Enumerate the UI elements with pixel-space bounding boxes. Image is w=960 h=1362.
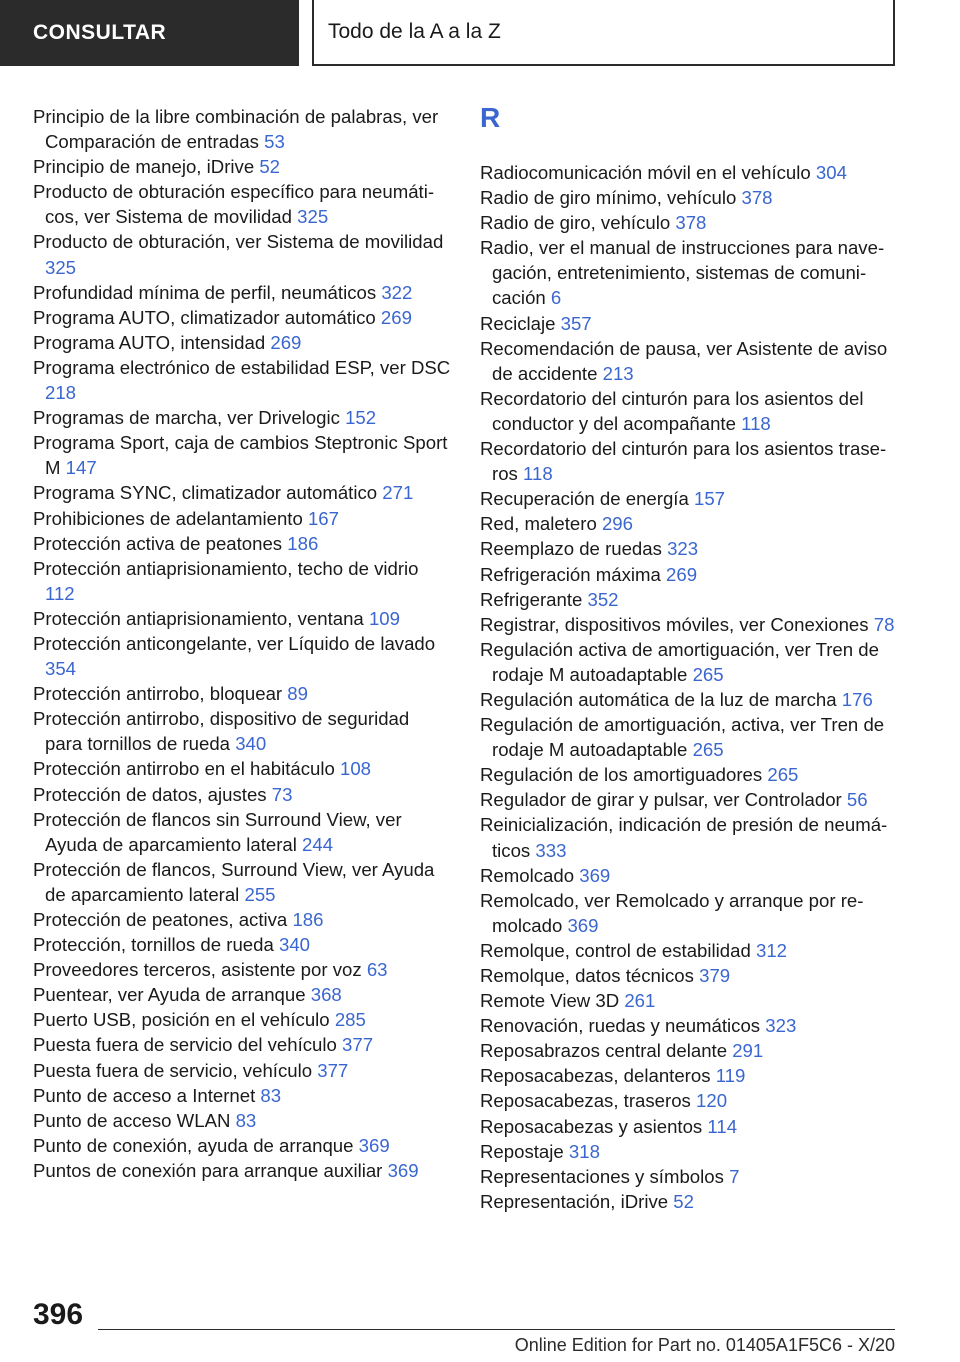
index-entry [33,154,451,179]
page-reference-link[interactable]: 322 [381,281,413,303]
page-reference-link[interactable]: 357 [560,312,592,334]
index-entry-text: Protección, tornillos de rueda [33,934,274,956]
index-entry-text: Reinicialización, indicación de presión de neumáticos [480,814,888,861]
index-entry-text: Principio de la libre combinación de palabras, ver Comparación de entradas [33,106,439,153]
index-entry-text: Protección antiaprisionamiento, ventana [33,607,364,629]
index-entry-text: Protección de datos, ajustes [33,783,267,805]
page-reference-link[interactable]: 261 [624,990,656,1012]
index-entry-text: Reposacabezas y asientos [480,1115,703,1137]
index-entry-text: Proveedores terceros, asistente por voz [33,959,362,981]
index-entry-text: Producto de obturación específico para neumáticos, ver Sistema de movilidad [33,181,435,228]
index-entry [33,430,451,480]
index-entry-text: Renovación, ruedas y neumáticos [480,1015,761,1037]
index-entry [480,888,898,938]
page-reference-link[interactable]: 52 [673,1190,694,1212]
page-reference-link[interactable]: 108 [340,758,372,780]
index-entry [33,1083,451,1108]
index-entry [480,812,898,862]
index-column-left [33,104,451,1183]
page-reference-link[interactable]: 369 [387,1159,419,1181]
page-reference-link[interactable]: 176 [841,688,873,710]
index-entry [480,1139,898,1164]
index-entry [33,1108,451,1133]
index-entry [480,963,898,988]
index-entry [480,1013,898,1038]
page-reference-link[interactable]: 378 [675,212,707,234]
page-reference-link[interactable]: 265 [692,663,724,685]
index-entry-text: Protección activa de peatones [33,532,283,554]
index-entry [33,756,451,781]
index-entry-text: Punto de acceso a Internet [33,1084,256,1106]
index-entry [33,907,451,932]
section-letter: R [480,102,501,133]
index-entry-text: Regulación automática de la luz de marcha [480,688,837,710]
index-entry [33,1133,451,1158]
index-entry-text: Radio de giro, vehículo [480,212,671,234]
index-entry [480,1189,898,1214]
index-entry [33,280,451,305]
index-entry [480,612,898,637]
index-entry [33,807,451,857]
page-reference-link[interactable]: 218 [45,382,77,404]
section-tab[interactable]: CONSULTAR [0,0,299,66]
index-entry [480,637,898,687]
page-reference-link[interactable]: 269 [270,331,302,353]
index-entry-text: Refrigeración máxima [480,563,661,585]
index-entry-text: Remolcado [480,864,575,886]
page-reference-link[interactable]: 109 [368,607,400,629]
index-entry [480,938,898,963]
index-entry [33,932,451,957]
index-entry-text: Reposacabezas, traseros [480,1090,691,1112]
index-entry-text: Punto de acceso WLAN [33,1109,231,1131]
index-column-right [480,104,898,1214]
index-entry-text: Puerto USB, posición en el vehículo [33,1009,330,1031]
index-entry [480,787,898,812]
index-entry-text: Refrigerante [480,588,583,610]
page-reference-link[interactable]: 377 [317,1059,349,1081]
index-entry [33,706,451,756]
index-entry [480,562,898,587]
page-reference-link[interactable]: 325 [297,206,329,228]
index-entry-text: Recuperación de energía [480,488,689,510]
index-entry [480,511,898,536]
index-entry [33,1032,451,1057]
index-entry-text: Prohibiciones de adelantamiento [33,507,303,529]
index-entry [33,405,451,430]
index-entry-text: Registrar, dispositivos móviles, ver Conexiones [480,613,869,635]
index-entry [33,982,451,1007]
index-entry [33,305,451,330]
index-entry [480,536,898,561]
page-reference-link[interactable]: 119 [715,1065,746,1087]
index-entry [33,355,451,405]
page-reference-link[interactable]: 369 [567,914,599,936]
index-entry-text: Protección anticongelante, ver Líquido de lavado [33,632,436,654]
index-entry [33,631,451,681]
page-reference-link[interactable]: 304 [815,162,847,183]
index-entry-text: Programas de marcha, ver Drivelogic [33,407,340,429]
index-entry-text: Regulación activa de amortiguación, ver Tren de rodaje M autoadaptable [480,638,879,685]
page-reference-link[interactable]: 354 [45,658,77,680]
page-reference-link[interactable]: 255 [244,883,276,905]
index-entry-text: Reposabrazos central delante [480,1040,728,1062]
page-reference-link[interactable]: 118 [523,463,553,485]
index-entry [480,712,898,762]
index-entry-text: Reposacabezas, delanteros [480,1065,711,1087]
index-entry-text: Protección de flancos sin Surround View, ver Ayuda de aparcamiento lateral [33,808,402,855]
index-entry [33,681,451,706]
index-entry-text: Puesta fuera de servicio del vehículo [33,1034,337,1056]
page-reference-link[interactable]: 7 [729,1165,740,1187]
page-reference-link[interactable]: 53 [264,131,285,153]
index-entry-text: Programa AUTO, climatizador automático [33,306,376,328]
index-entry [33,1058,451,1083]
page-reference-link[interactable]: 213 [602,362,634,384]
index-entry-text: Producto de obturación, ver Sistema de movilidad [33,231,444,253]
index-entry [33,782,451,807]
page-header [0,0,960,66]
index-entry [480,587,898,612]
page-reference-link[interactable]: 368 [310,984,342,1006]
page-reference-link[interactable]: 265 [692,739,724,761]
index-entry [480,762,898,787]
page-reference-link[interactable]: 118 [741,412,771,434]
index-entry [33,480,451,505]
index-entry-text: Programa AUTO, intensidad [33,331,266,353]
index-entry-text: Remote View 3D [480,990,620,1012]
index-entry-text: Reemplazo de ruedas [480,538,662,560]
index-entry [480,1063,898,1088]
index-entry-text: Protección antirrobo, bloquear [33,683,283,705]
page-reference-link[interactable]: 147 [65,457,97,479]
index-entry-text: Remolque, control de estabilidad [480,939,751,961]
page-reference-link[interactable]: 291 [732,1040,764,1062]
index-entry-text: Remolcado, ver Remolcado y arranque por remolcado [480,889,864,936]
index-entry-text: Representación, iDrive [480,1190,669,1212]
index-entry-text: Radiocomunicación móvil en el vehículo [480,162,811,183]
index-entry-text: Regulación de los amortiguadores [480,764,763,786]
index-entry-text: Programa Sport, caja de cambios Steptronic Sport M [33,432,448,479]
page-reference-link[interactable]: 377 [342,1034,374,1056]
index-entry-text: Regulación de amortiguación, activa, ver Tren de rodaje M autoadaptable [480,714,885,761]
page-reference-link[interactable]: 56 [846,789,868,811]
index-entry-text: Radio de giro mínimo, vehículo [480,187,737,209]
index-entry [33,957,451,982]
page-reference-link[interactable]: 114 [707,1115,738,1137]
page-reference-link[interactable]: 269 [380,306,412,328]
index-entry-text: Reciclaje [480,312,556,334]
index-entry [480,160,898,185]
chapter-title: Todo de la A a la Z [312,0,895,66]
page-reference-link[interactable]: 323 [667,538,699,560]
index-entry-text: Programa SYNC, climatizador automático [33,482,378,504]
index-entry [480,436,898,486]
index-list-right [480,160,898,1214]
index-entry [480,1088,898,1113]
footer-divider [98,1329,895,1330]
page-number: 396 [33,1298,84,1331]
index-entry-text: Puesta fuera de servicio, vehículo [33,1059,313,1081]
index-entry [33,531,451,556]
page-reference-link[interactable]: 52 [259,156,281,178]
index-entry-text: Programa electrónico de estabilidad ESP, ver DSC [33,356,451,378]
index-entry [480,1114,898,1139]
page-reference-link[interactable]: 157 [693,488,726,510]
page-reference-link[interactable]: 120 [696,1090,728,1112]
page-reference-link[interactable]: 340 [235,733,267,755]
index-entry [33,556,451,606]
index-entry [480,687,898,712]
index-entry [480,235,898,310]
index-entry [480,185,898,210]
page-reference-link[interactable]: 73 [271,783,293,805]
index-entry-text: Puentear, ver Ayuda de arranque [33,984,306,1006]
page-reference-link[interactable]: 369 [358,1134,390,1156]
index-entry-text: Recordatorio del cinturón para los asientos del conductor y del acompañante [480,387,864,434]
index-entry [33,1007,451,1032]
page-reference-link[interactable]: 271 [382,482,414,504]
index-entry [480,486,898,511]
index-entry [480,863,898,888]
page-reference-link[interactable]: 89 [287,683,308,705]
page-reference-link[interactable]: 244 [302,833,334,855]
index-entry [480,386,898,436]
page-reference-link[interactable]: 379 [699,965,731,986]
index-entry [33,857,451,907]
index-entry-text: Protección antiaprisionamiento, techo de vidrio [33,557,419,579]
index-entry [33,104,451,154]
page-reference-link[interactable]: 6 [550,287,562,309]
index-entry-text: Protección antirrobo en el habitáculo [33,758,335,780]
index-entry [480,1164,898,1189]
page-reference-link[interactable]: 340 [279,934,311,956]
page-reference-link[interactable]: 152 [345,407,377,429]
index-entry [480,1038,898,1063]
index-entry-text: Protección de flancos, Surround View, ver Ayuda de aparcamiento lateral [33,858,435,905]
page-reference-link[interactable]: 83 [260,1084,282,1106]
index-entry-text: Punto de conexión, ayuda de arranque [33,1134,354,1156]
index-entry [33,330,451,355]
page-reference-link[interactable]: 63 [366,959,388,981]
index-entry-text: Radio, ver el manual de instrucciones para navegación, entretenimiento, sistemas de comunicación [480,237,885,309]
index-entry-text: Puntos de conexión para arranque auxiliar [33,1159,383,1181]
index-entry [33,229,451,279]
index-entry [33,179,451,229]
index-entry-text: Recomendación de pausa, ver Asistente de aviso de accidente [480,337,888,384]
page-reference-link[interactable]: 325 [45,256,77,278]
page-reference-link[interactable]: 333 [535,839,567,861]
page-reference-link[interactable]: 378 [741,187,773,209]
index-entry [480,210,898,235]
index-entry-text: Red, maletero [480,513,597,535]
index-entry-text: Representaciones y símbolos [480,1165,724,1187]
page-reference-link[interactable]: 269 [666,563,698,585]
page-reference-link[interactable]: 296 [601,513,633,535]
index-entry-text: Protección de peatones, activa [33,909,288,930]
index-entry [480,311,898,336]
index-entry [480,336,898,386]
page-reference-link[interactable]: 352 [587,588,619,610]
page-reference-link[interactable]: 186 [292,909,324,930]
index-entry-text: Recordatorio del cinturón para los asientos traseros [480,438,887,485]
page-reference-link[interactable]: 112 [45,582,75,604]
page-reference-link[interactable]: 265 [767,764,799,786]
index-entry-text: Protección antirrobo, dispositivo de seguridad para tornillos de rueda [33,708,410,755]
page-reference-link[interactable]: 369 [579,864,611,886]
index-entry-text: Regulador de girar y pulsar, ver Controlador [480,789,842,811]
index-entry [33,1158,451,1183]
footer-edition: Online Edition for Part no. 01405A1F5C6 - X/20 [514,1335,895,1355]
page-reference-link[interactable]: 312 [755,939,788,961]
page-reference-link[interactable]: 83 [235,1109,257,1131]
page-reference-link[interactable]: 285 [334,1009,366,1031]
index-entry [33,606,451,631]
index-entry-text: Profundidad mínima de perfil, neumáticos [33,281,377,303]
index-entry [480,988,898,1013]
page-reference-link[interactable]: 78 [873,613,895,635]
page-reference-link[interactable]: 186 [287,532,319,554]
page-reference-link[interactable]: 318 [568,1140,600,1162]
index-entry-text: Repostaje [480,1140,564,1162]
page-reference-link[interactable]: 167 [307,507,339,529]
page-reference-link[interactable]: 323 [765,1015,797,1037]
index-entry-text: Principio de manejo, iDrive [33,156,255,178]
index-entry [33,506,451,531]
index-entry-text: Remolque, datos técnicos [480,965,694,986]
